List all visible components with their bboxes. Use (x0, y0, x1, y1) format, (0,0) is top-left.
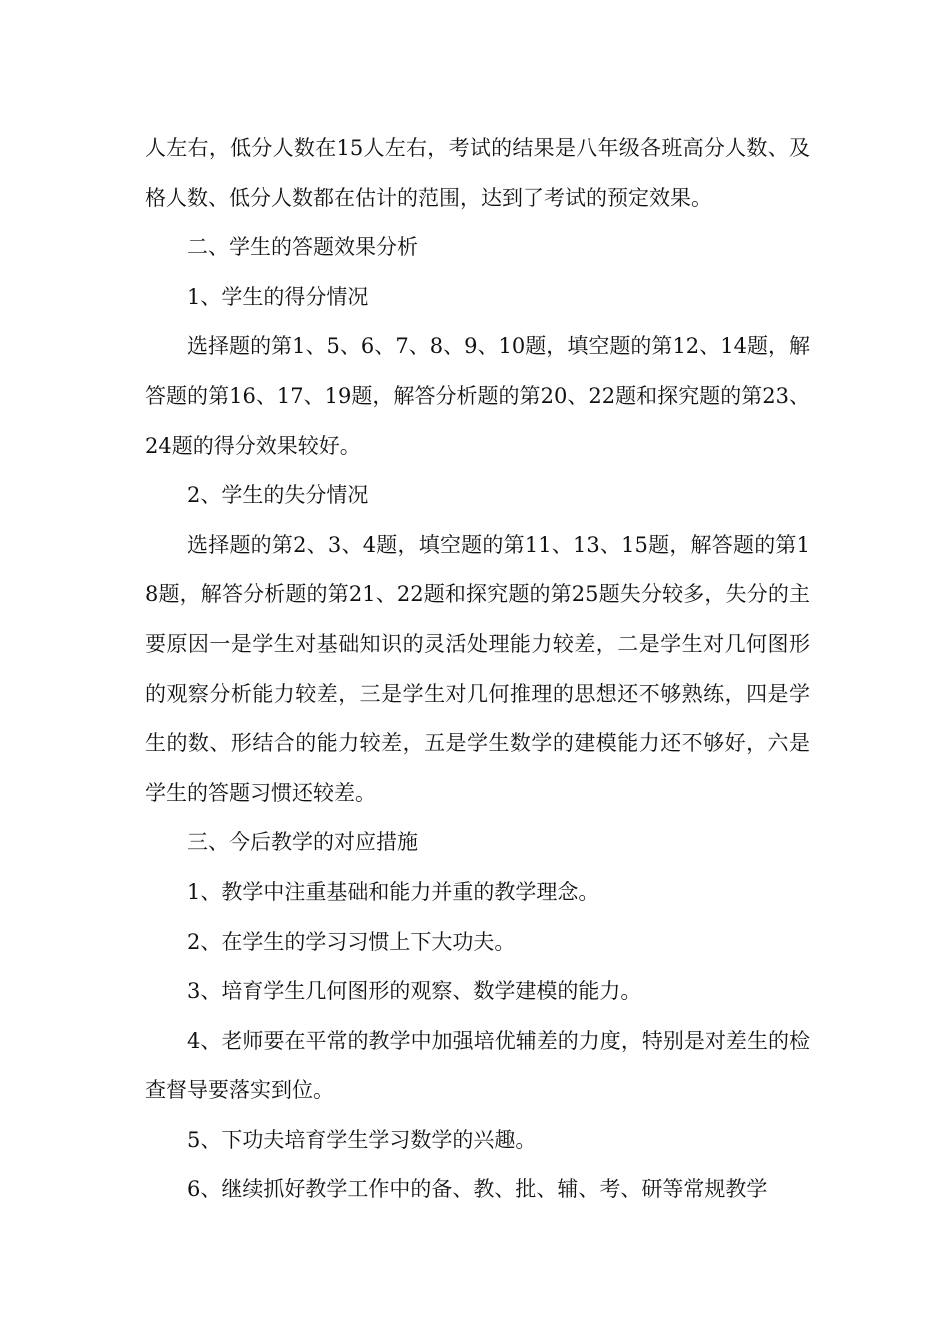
subheading-losing-points: 2、学生的失分情况 (187, 483, 369, 508)
list-item-measure-4: 4、老师要在平常的教学中加强培优辅差的力度，特别是对差生的检查督导要落实到位。 (145, 1028, 810, 1103)
paragraph-scoring-details: 选择题的第1、5、6、7、8、9、10题，填空题的第12、14题，解答题的第16、17、19题，解答分析题的第20、22题和探究题的第23、24题的得分效果较好。 (145, 334, 810, 458)
section-heading-answer-analysis: 二、学生的答题效果分析 (187, 235, 418, 260)
document-page (145, 124, 810, 1215)
list-item-measure-1: 1、教学中注重基础和能力并重的教学理念。 (187, 879, 600, 904)
paragraph-continuation: 人左右，低分人数在15人左右，考试的结果是八年级各班高分人数、及格人数、低分人数都在估计的范围，达到了考试的预定效果。 (145, 136, 810, 210)
list-item-measure-3: 3、培育学生几何图形的观察、数学建模的能力。 (187, 979, 642, 1004)
section-heading-measures: 三、今后教学的对应措施 (187, 830, 418, 855)
list-item-measure-6: 6、继续抓好教学工作中的备、教、批、辅、考、研等常规教学 (187, 1177, 768, 1202)
list-item-measure-2: 2、在学生的学习习惯上下大功夫。 (187, 929, 516, 954)
subheading-scoring: 1、学生的得分情况 (187, 284, 369, 309)
paragraph-losing-points-details: 选择题的第2、3、4题，填空题的第11、13、15题，解答题的第18题，解答分析题的第21、22题和探究题的第25题失分较多，失分的主要原因一是学生对基础知识的灵活处理能力较差，二是学生对几何图形的观察分析能力较差，三是学生对几何推理的思想还不够熟练，四是学生的数、形结合的能力较差，五是学生数学的建模能力还不够好，六是学生的答题习惯还较差。 (145, 532, 810, 805)
list-item-measure-5: 5、下功夫培育学生学习数学的兴趣。 (187, 1127, 537, 1152)
